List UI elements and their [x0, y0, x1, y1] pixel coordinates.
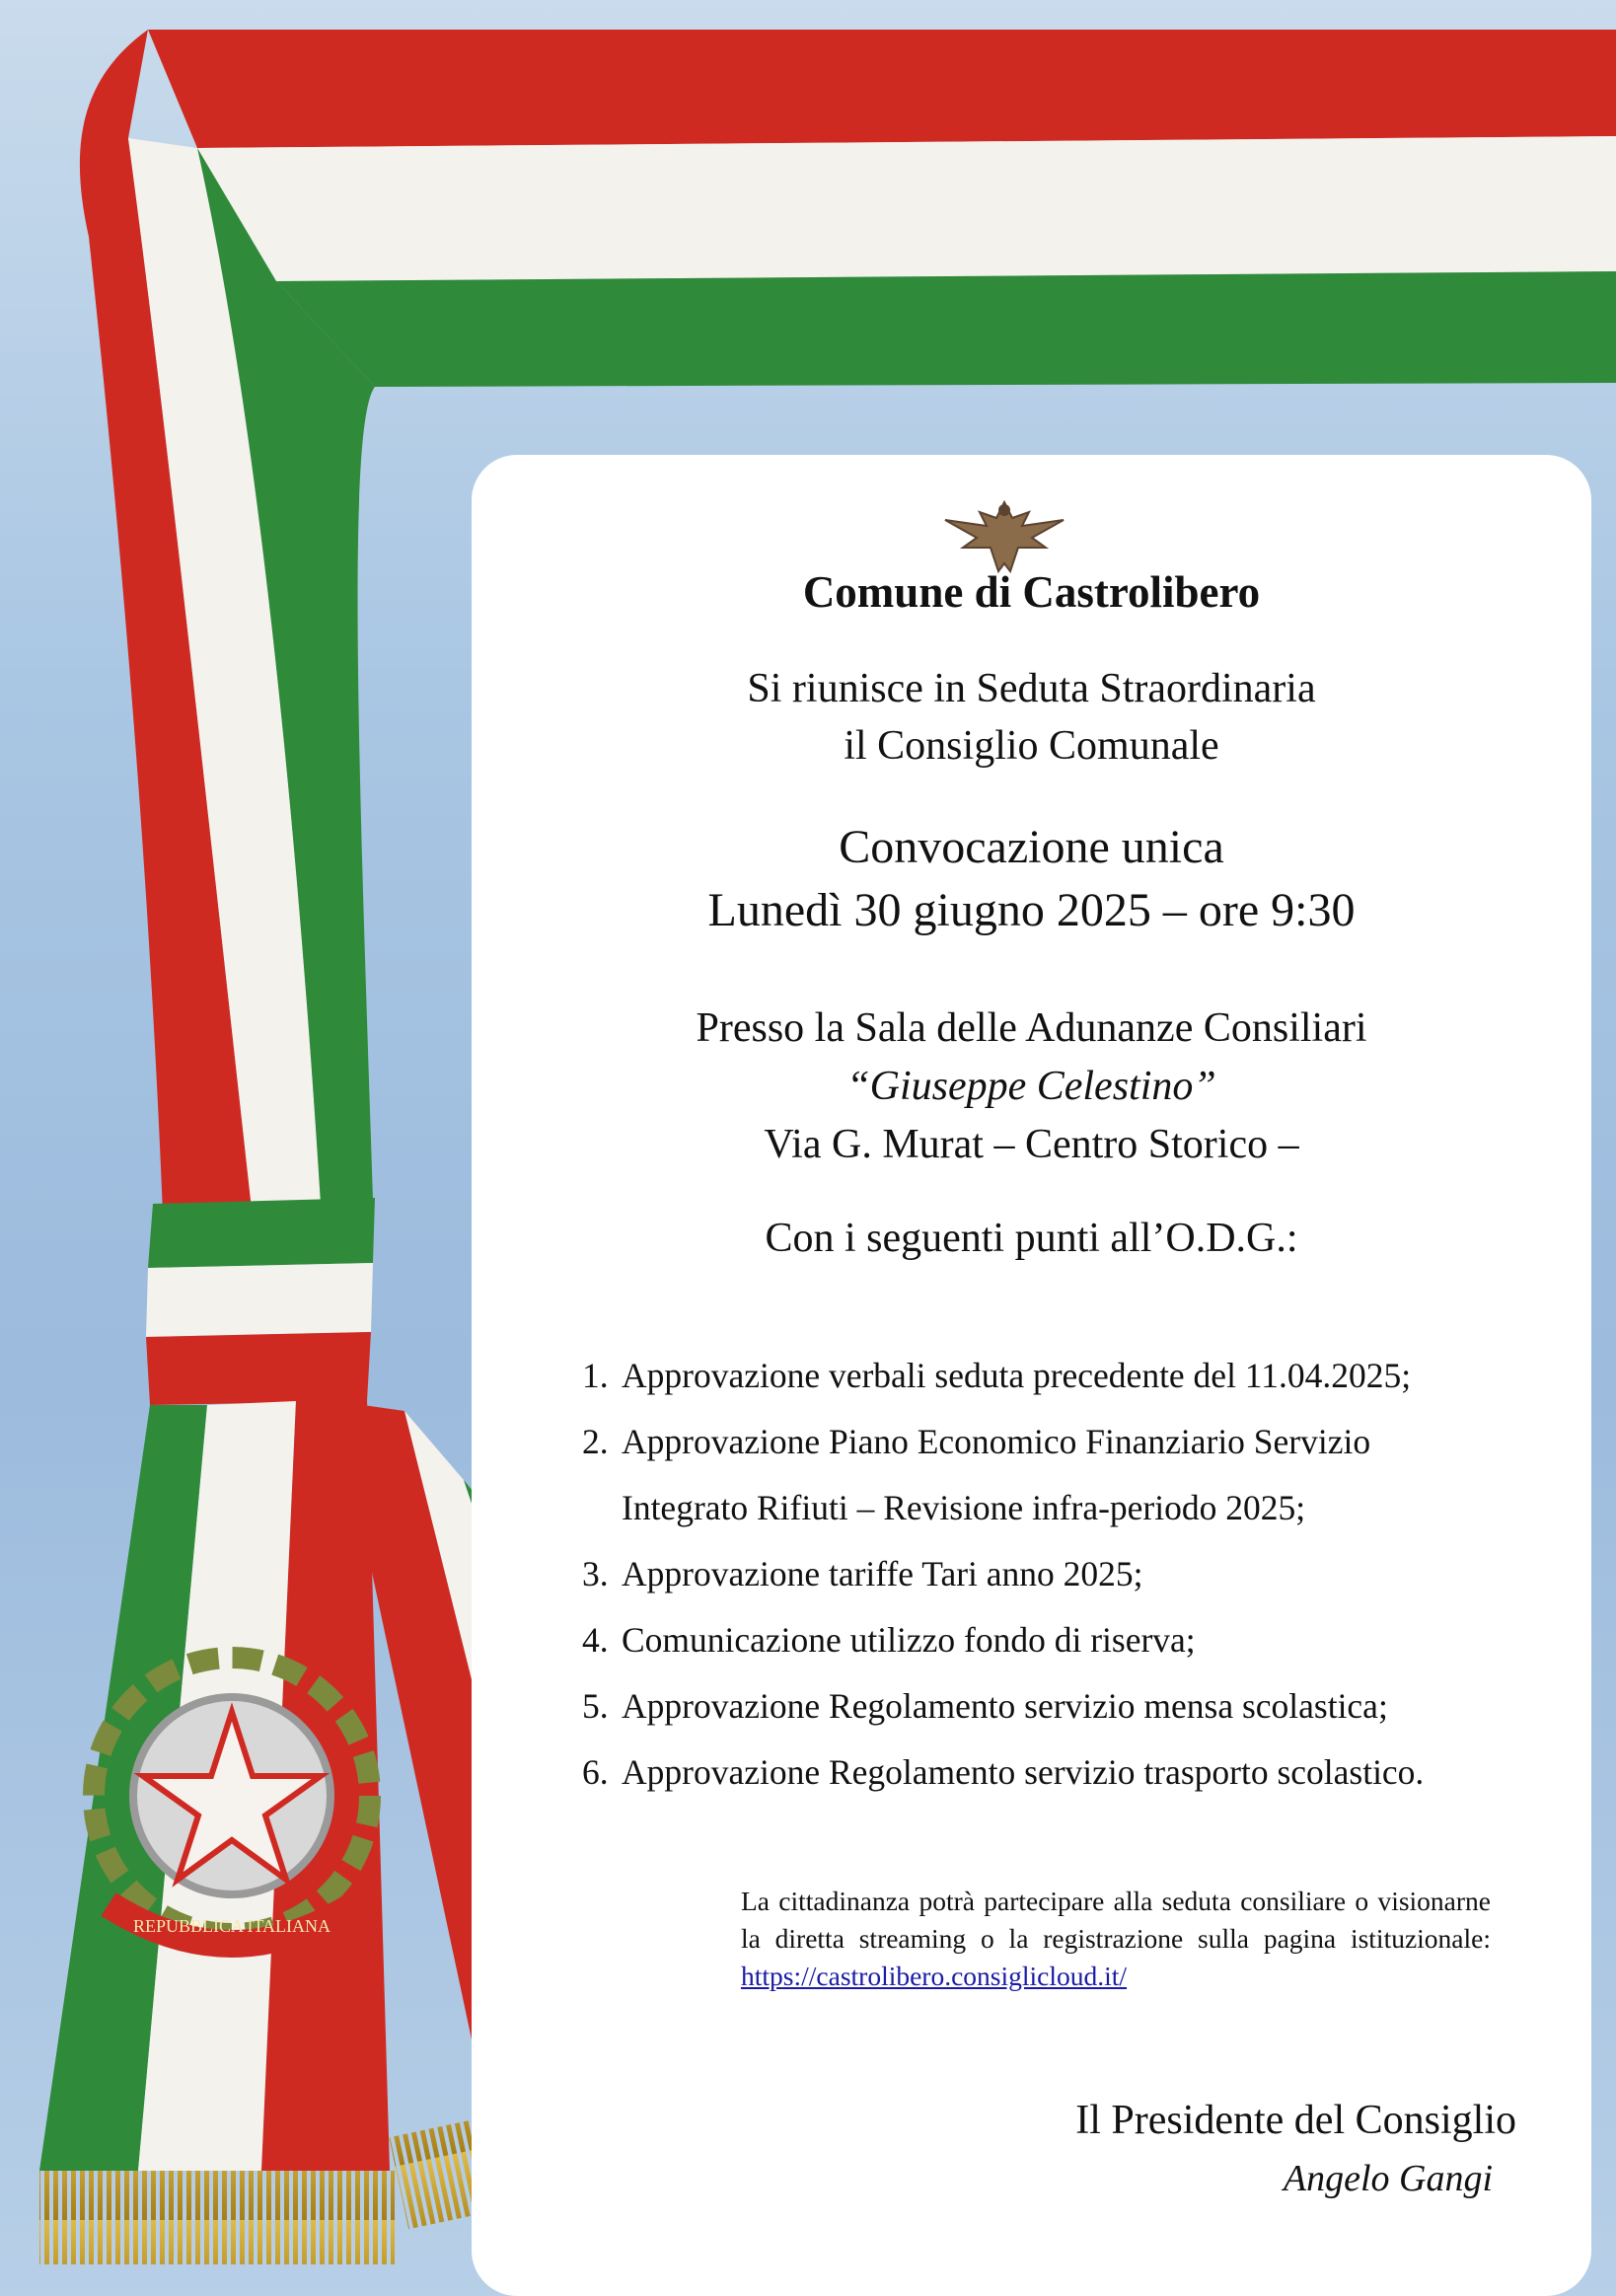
- agenda-item-text: Approvazione Piano Economico Finanziario Servizio: [622, 1422, 1371, 1461]
- venue-line: Presso la Sala delle Adunanze Consiliari: [696, 1005, 1367, 1051]
- agenda-item-text: Approvazione Regolamento servizio trasporto scolastico.: [622, 1752, 1425, 1792]
- agenda-item-text: Comunicazione utilizzo fondo di riserva;: [622, 1620, 1196, 1660]
- convocation-datetime: Lunedì 30 giugno 2025 – ore 9:30: [707, 884, 1356, 936]
- sash-fringe-left: [39, 2171, 395, 2264]
- signature-role: Il Presidente del Consiglio: [1075, 2098, 1516, 2143]
- agenda-item: [582, 1409, 1579, 1541]
- agenda-item: [582, 1673, 1579, 1740]
- streaming-notice-text: La cittadinanza potrà partecipare alla seduta consiliare o visionarne la diretta streaming o la registrazione sulla pagina istituzionale:: [741, 1886, 1491, 1954]
- signature-name: Angelo Gangi: [1283, 2158, 1493, 2199]
- streaming-notice: [741, 1883, 1491, 1995]
- sash-top-band: [148, 30, 1616, 387]
- agenda-item-number: 3.: [582, 1554, 609, 1593]
- venue-hall-name: “Giuseppe Celestino”: [846, 1064, 1216, 1109]
- agenda-list: [582, 1343, 1579, 1806]
- session-line-1: Si riunisce in Seduta Straordinaria: [747, 666, 1316, 711]
- sash-knot: [146, 1198, 375, 1405]
- agenda-item-text: Approvazione verbali seduta precedente del 11.04.2025;: [622, 1356, 1412, 1395]
- agenda-item-number: 5.: [582, 1686, 609, 1726]
- agenda-item: [582, 1607, 1579, 1673]
- agenda-item-text: Approvazione tariffe Tari anno 2025;: [622, 1554, 1143, 1593]
- agenda-item-number: 1.: [582, 1356, 609, 1395]
- municipality-title: Comune di Castrolibero: [802, 567, 1261, 617]
- agenda-item-text: Approvazione Regolamento servizio mensa scolastica;: [622, 1686, 1388, 1726]
- emblem-ribbon-text: REPUBBLICA ITALIANA: [132, 1916, 331, 1936]
- agenda-item-number: 4.: [582, 1620, 609, 1660]
- convocation-type: Convocazione unica: [839, 821, 1224, 873]
- session-line-2: il Consiglio Comunale: [844, 723, 1219, 769]
- agenda-item: [582, 1740, 1579, 1806]
- notice-card: [472, 455, 1591, 2296]
- consiglicloud-link[interactable]: https://castrolibero.consiglicloud.it/: [741, 1961, 1128, 1991]
- agenda-item-text-continued: Integrato Rifiuti – Revisione infra-periodo 2025;: [622, 1488, 1306, 1527]
- venue-address: Via G. Murat – Centro Storico –: [764, 1122, 1299, 1167]
- agenda-item-number: 6.: [582, 1752, 609, 1792]
- agenda-item-number: 2.: [582, 1422, 609, 1461]
- agenda-item: [582, 1343, 1579, 1409]
- agenda-item: [582, 1541, 1579, 1607]
- agenda-intro: Con i seguenti punti all’O.D.G.:: [765, 1216, 1298, 1261]
